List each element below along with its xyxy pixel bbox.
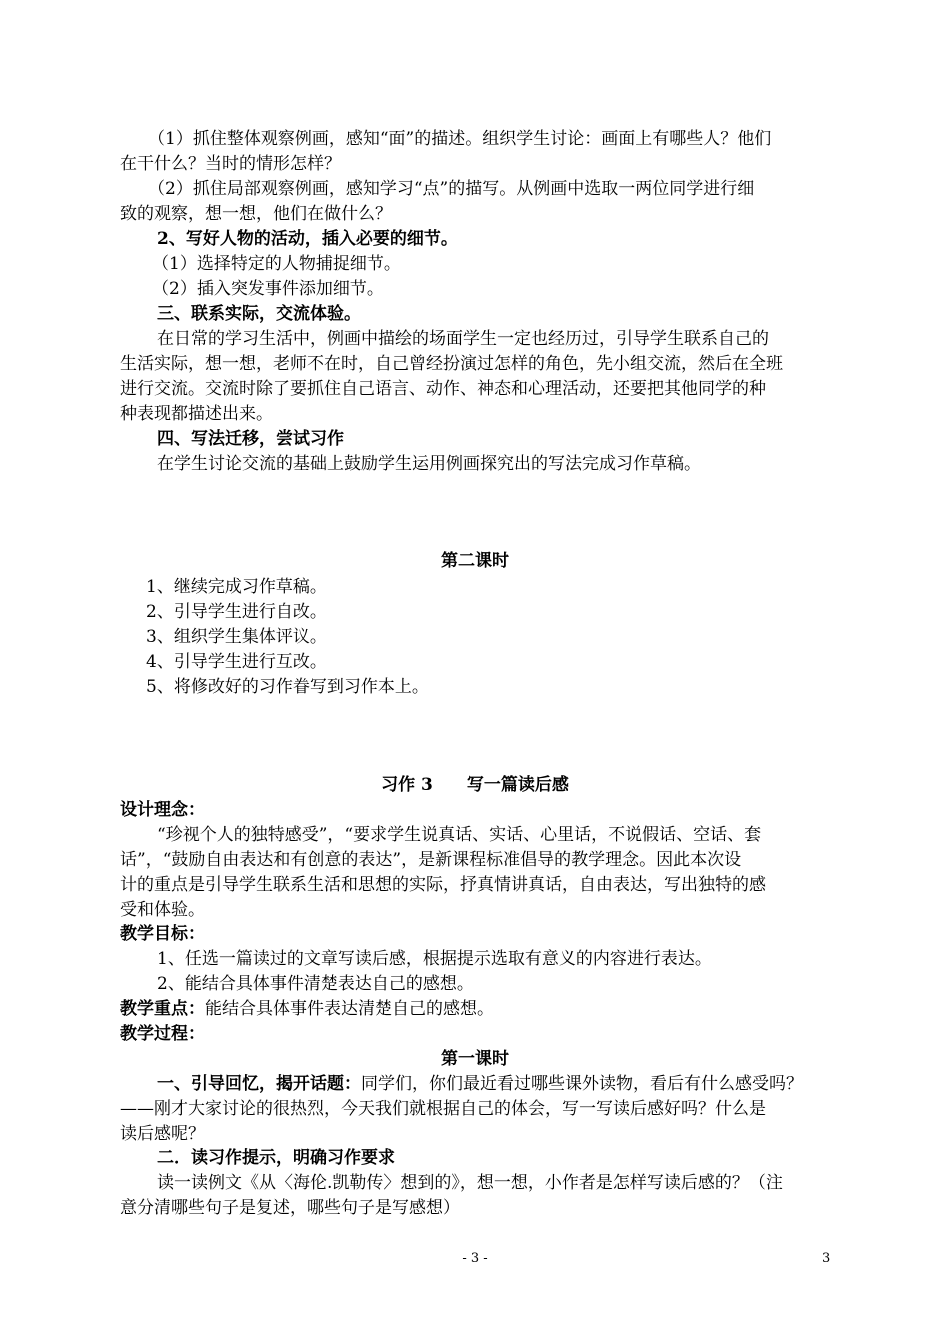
paragraph-line: 在日常的学习生活中，例画中描绘的场面学生一定也经历过，引导学生联系自己的: [157, 329, 769, 349]
section-heading: 四、写法迁移，尝试习作: [157, 429, 344, 449]
paragraph-line: 致的观察，想一想，他们在做什么？: [120, 204, 392, 224]
goal-label: 教学目标：: [120, 924, 205, 944]
key-point: [120, 997, 494, 1021]
paragraph-line: 话”，“鼓励自由表达和有创意的表达”，是新课程标准倡导的教学理念。因此本次设: [120, 850, 742, 870]
key-text: 能结合具体事件表达清楚自己的感想。: [205, 999, 494, 1019]
paragraph-line: （2）抓住局部观察例画，感知学习“点”的描写。从例画中选取一两位同学进行细: [148, 179, 755, 199]
paragraph-line: （2）插入突发事件添加细节。: [152, 279, 384, 299]
step1-text: 同学们，你们最近看过哪些课外读物，看后有什么感受吗？: [361, 1074, 803, 1094]
paragraph-line: ——刚才大家讨论的很热烈，今天我们就根据自己的体会，写一写读后感好吗？什么是: [120, 1099, 766, 1119]
paragraph-line: 生活实际，想一想，老师不在时，自己曾经扮演过怎样的角色，先小组交流，然后在全班: [120, 354, 783, 374]
list-item: 5、将修改好的习作眷写到习作本上。: [146, 677, 429, 697]
paragraph-line: “珍视个人的独特感受”，“要求学生说真话、实话、心里话，不说假话、空话、套: [157, 825, 762, 845]
lesson-title: 第二课时: [441, 551, 509, 571]
key-label: 教学重点：: [120, 999, 205, 1019]
list-item: 3、组织学生集体评议。: [146, 627, 327, 647]
paragraph-line: 在干什么？当时的情形怎样？: [120, 154, 341, 174]
assignment-title: 习作 3 写一篇读后感: [381, 775, 569, 795]
paragraph-line: 种表现都描述出来。: [120, 404, 273, 424]
list-item: 2、引导学生进行自改。: [146, 602, 327, 622]
goal-item: 1、任选一篇读过的文章写读后感，根据提示选取有意义的内容进行表达。: [157, 949, 712, 969]
step1-label: 一、引导回忆，揭开话题：: [157, 1074, 361, 1094]
paragraph-line: 读后感呢？: [120, 1124, 205, 1144]
step2-label: 二．读习作提示，明确习作要求: [157, 1148, 395, 1168]
section-heading: 2、写好人物的活动，插入必要的细节。: [157, 229, 458, 249]
paragraph-line: 意分清哪些句子是复述，哪些句子是写感想）: [120, 1198, 460, 1218]
paragraph-line: 读一读例文《从〈海伦.凯勒传〉想到的》，想一想，小作者是怎样写读后感的？（注: [157, 1173, 783, 1193]
page-number-center: - 3 -: [462, 1251, 488, 1266]
paragraph-line: 进行交流。交流时除了要抓住自己语言、动作、神态和心理活动，还要把其他同学的种: [120, 379, 766, 399]
paragraph-line: （1）选择特定的人物捕捉细节。: [152, 254, 401, 274]
paragraph-line: （1）抓住整体观察例画，感知“面”的描述。组织学生讨论：画面上有哪些人？他们: [148, 129, 772, 149]
goal-item: 2、能结合具体事件清楚表达自己的感想。: [157, 974, 474, 994]
design-label: 设计理念：: [120, 800, 205, 820]
lesson-title: 第一课时: [441, 1049, 509, 1069]
step-line: [157, 1072, 803, 1096]
paragraph-line: 计的重点是引导学生联系生活和思想的实际，抒真情讲真话，自由表达，写出独特的感: [120, 875, 766, 895]
section-heading: 三、联系实际，交流体验。: [157, 304, 361, 324]
paragraph-line: 在学生讨论交流的基础上鼓励学生运用例画探究出的写法完成习作草稿。: [157, 454, 701, 474]
list-item: 4、引导学生进行互改。: [146, 652, 327, 672]
paragraph-line: 受和体验。: [120, 900, 205, 920]
process-label: 教学过程：: [120, 1024, 205, 1044]
page-number-right: 3: [822, 1251, 831, 1266]
list-item: 1、继续完成习作草稿。: [146, 577, 327, 597]
